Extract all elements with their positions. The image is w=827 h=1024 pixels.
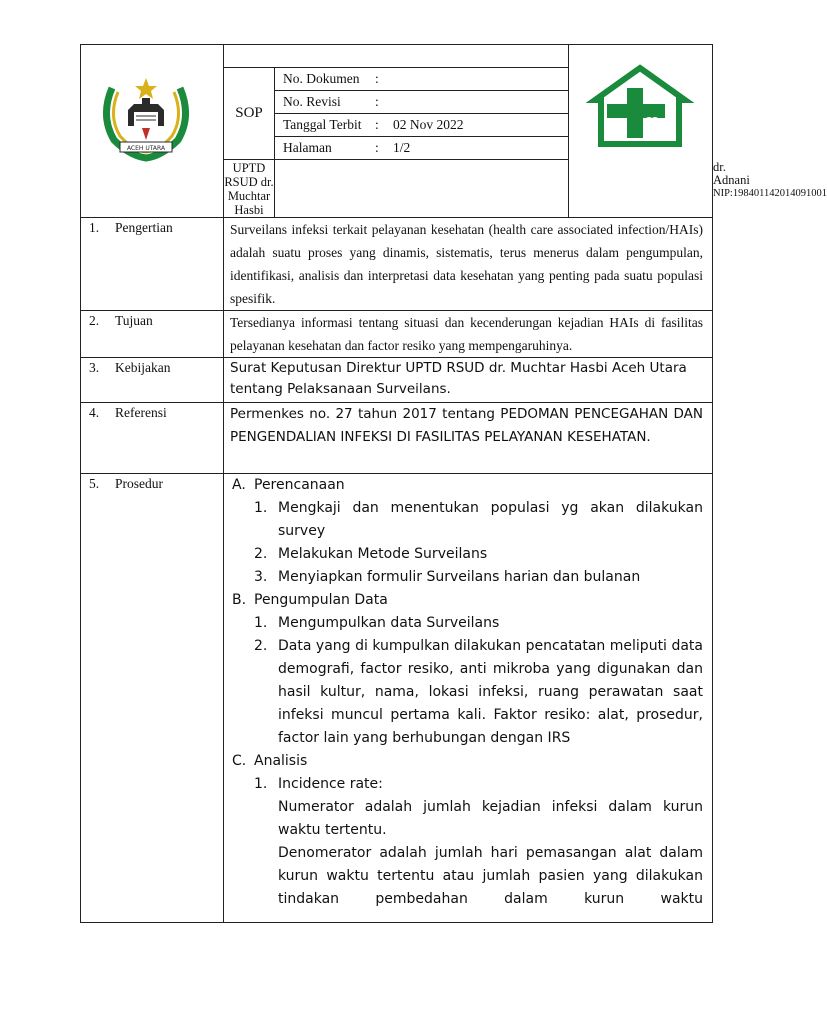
left-logo-cell [81,45,224,218]
list-item: 3. Menyiapkan formulir Surveilans harian dan bulanan [254,569,641,585]
text-tujuan: Tersedianya informasi tentang situasi dan kecenderungan kejadian HAIs di fasilitas pelayanan kesehatan dan factor resiko yang mempengaruhinya. [224,311,713,358]
label-prosedur: 5. Prosedur [81,474,224,923]
organization-name: UPTD RSUD dr. Muchtar Hasbi [224,161,274,217]
list-item: 1. Mengkaji dan menentukan populasi yg akan dilakukan survey [254,500,703,539]
meta-row-tanggal-terbit: Tanggal Terbit : 02 Nov 2022 [275,114,568,137]
meta-row-halaman: Halaman : 1/2 [283,140,411,155]
row-referensi [81,403,713,474]
list-item: 1. Mengumpulkan data Surveilans [254,615,500,631]
paragraph-denomerator: Denomerator adalah jumlah hari pemasangan alat dalam kurun waktu tertentu atau jumlah pasien yang dilakukan tindakan pembedahan dalam kurun waktu [278,845,703,907]
row-tujuan [81,311,713,358]
document-meta [275,68,569,160]
health-cross-house-icon [593,66,687,146]
label-tujuan: 2. Tujuan [81,311,224,358]
prosedur-content [224,474,713,923]
row-pengertian [81,218,713,311]
list-item: 2. Data yang di kumpulkan dilakukan pencatatan meliputi data demografi, factor resiko, anti mikroba yang digunakan dan hasil kultur, nama, lokasi infeksi, ruang perawatan saat infeksi muncul pertama kali. Faktor resiko: alat, prosedur, factor lain yang berhubungan dengan IRS [254,638,703,746]
row-prosedur [81,474,713,923]
section-c-steps [232,773,703,911]
label-pengertian: 1. Pengertian [81,218,224,311]
section-a: A. Perencanaan [232,477,345,493]
meta-row-no-dokumen: No. Dokumen : [275,68,568,91]
section-c: C. Analisis [232,753,308,769]
text-pengertian: Surveilans infeksi terkait pelayanan kesehatan (health care associated infection/HAIs) adalah suatu proses yang dinamis, sistematis, terus menerus dalam pengumpulan, identifikasi, analisis dan interpretasi data kesehatan yang penting pada suatu populasi spesifik. [224,218,713,311]
meta-row-no-revisi: No. Revisi : [275,91,568,114]
label-kebijakan: 3. Kebijakan [81,358,224,403]
sop-document [80,44,827,923]
section-b-steps [232,612,703,750]
text-referensi: Permenkes no. 27 tahun 2017 tentang PEDOMAN PENCEGAHAN DAN PENGENDALIAN INFEKSI DI FASILITAS PELAYANAN KESEHATAN. [224,403,713,474]
row-kebijakan [81,358,713,403]
sop-label: SOP [224,68,275,160]
aceh-utara-emblem-icon [98,76,194,162]
list-item: 1. Incidence rate: [254,776,383,792]
section-a-steps [232,497,703,589]
list-item: 2. Melakukan Metode Surveilans [254,546,488,562]
text-kebijakan: Surat Keputusan Direktur UPTD RSUD dr. Muchtar Hasbi Aceh Utara tentang Pelaksanaan Surveilans. [224,358,713,403]
right-logo-cell [569,45,713,218]
section-b: B. Pengumpulan Data [232,592,388,608]
sop-body-table [80,217,713,923]
label-referensi: 4. Referensi [81,403,224,474]
header-title-blank [224,45,569,68]
sop-header-table: ACEH UTARA SOP No. Dokumen : No. Revisi : Tanggal Terbit : 02 Nov 2022 Halaman : 1/2 UPTD RSUD dr. Muchtar Hasbi dr. Adnani NIP:198401142014091001 [80,44,713,218]
svg-text:ACEH UTARA: ACEH UTARA [126,145,166,152]
paragraph-numerator: Numerator adalah jumlah kejadian infeksi dalam kurun waktu tertentu. [278,799,703,838]
